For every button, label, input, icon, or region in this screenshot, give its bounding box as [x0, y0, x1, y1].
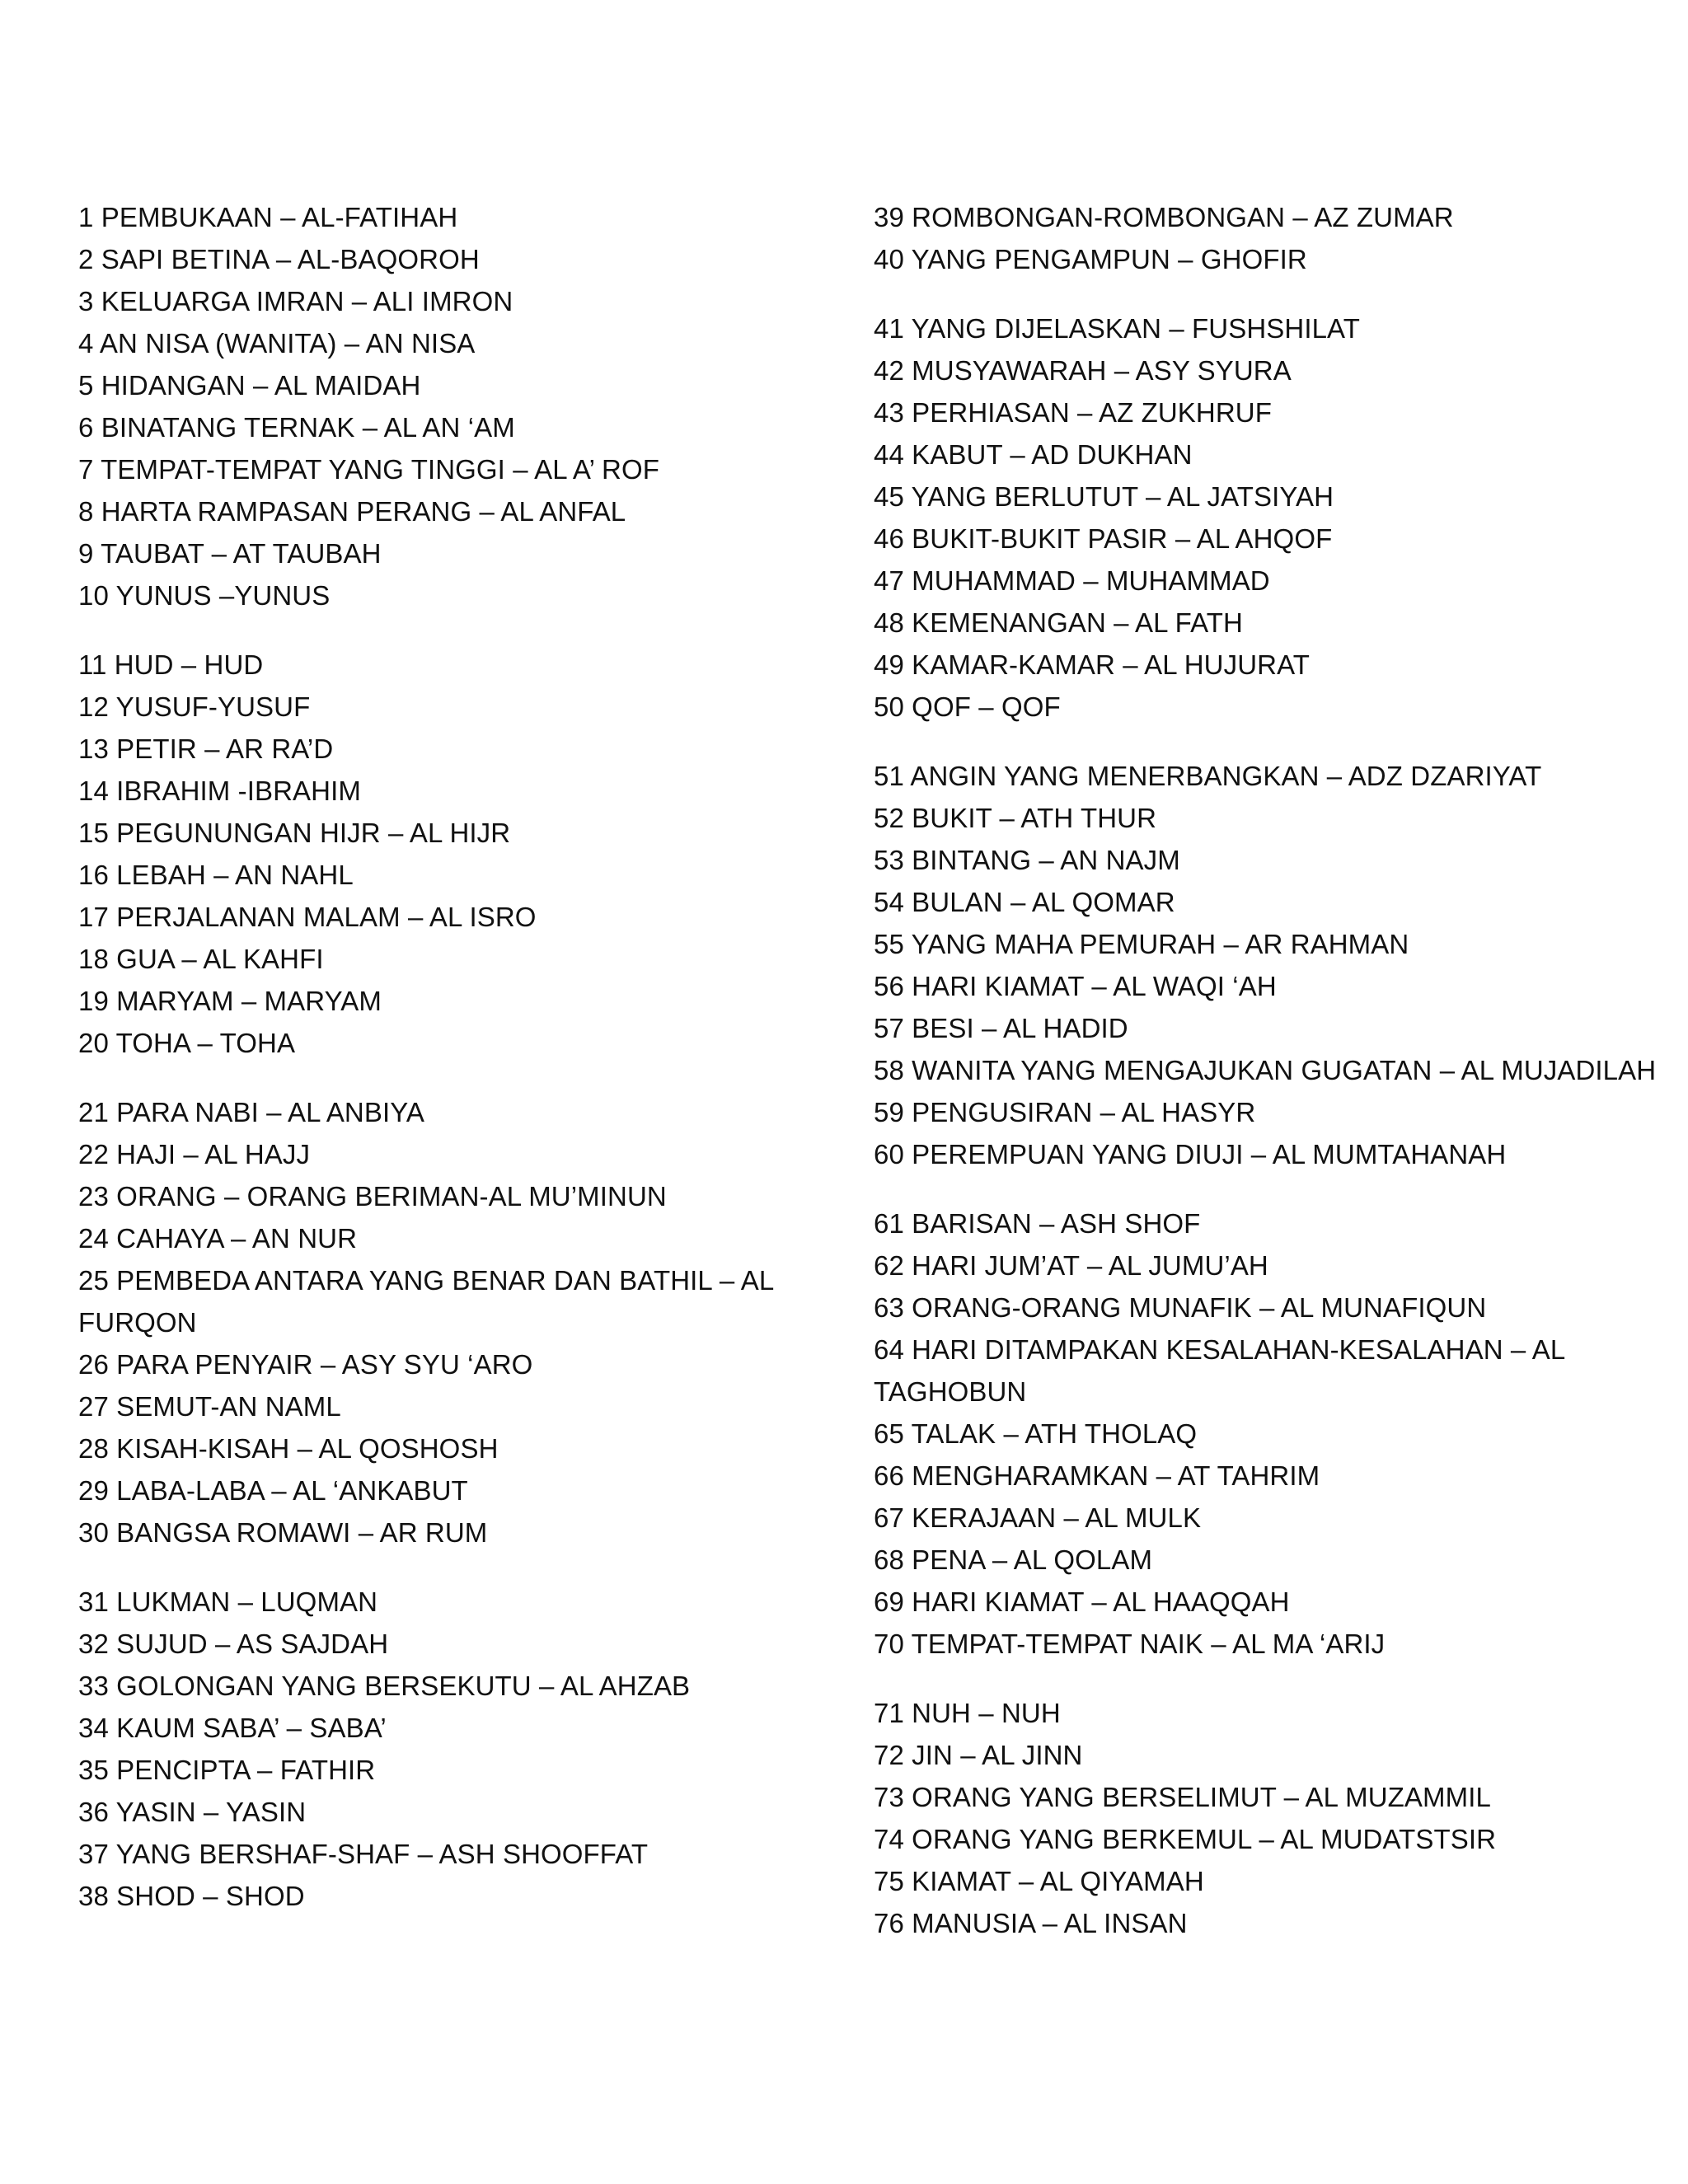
entry-group [78, 196, 804, 616]
surah-entry: 71 NUH – NUH [874, 1698, 1061, 1728]
surah-entry: 9 TAUBAT – AT TAUBAH [78, 538, 382, 569]
surah-entry: 53 BINTANG – AN NAJM [874, 845, 1180, 875]
surah-entry: 6 BINATANG TERNAK – AL AN ‘AM [78, 412, 515, 443]
surah-entry: 33 GOLONGAN YANG BERSEKUTU – AL AHZAB [78, 1671, 691, 1701]
left-column [78, 196, 804, 1944]
surah-entry: 41 YANG DIJELASKAN – FUSHSHILAT [874, 313, 1360, 344]
surah-entry: 7 TEMPAT-TEMPAT YANG TINGGI – AL A’ ROF [78, 454, 660, 485]
surah-entry: 70 TEMPAT-TEMPAT NAIK – AL MA ‘ARIJ [874, 1629, 1386, 1659]
surah-entry: 60 PEREMPUAN YANG DIUJI – AL MUMTAHANAH [874, 1139, 1507, 1169]
surah-entry: 26 PARA PENYAIR – ASY SYU ‘ARO [78, 1349, 533, 1380]
surah-entry: 4 AN NISA (WANITA) – AN NISA [78, 328, 476, 359]
right-column [874, 196, 1665, 1971]
surah-entry: 47 MUHAMMAD – MUHAMMAD [874, 565, 1270, 596]
surah-entry: 58 WANITA YANG MENGAJUKAN GUGATAN – AL MUJADILAH [874, 1055, 1657, 1085]
surah-entry: 36 YASIN – YASIN [78, 1797, 307, 1827]
surah-entry: 24 CAHAYA – AN NUR [78, 1223, 358, 1254]
surah-entry: 66 MENGHARAMKAN – AT TAHRIM [874, 1460, 1320, 1491]
surah-entry: 34 KAUM SABA’ – SABA’ [78, 1713, 387, 1743]
surah-entry: 18 GUA – AL KAHFI [78, 944, 324, 974]
surah-entry: 2 SAPI BETINA – AL-BAQOROH [78, 244, 480, 274]
surah-entry: 44 KABUT – AD DUKHAN [874, 439, 1193, 470]
surah-entry: 3 KELUARGA IMRAN – ALI IMRON [78, 286, 513, 316]
surah-entry: 14 IBRAHIM -IBRAHIM [78, 776, 361, 806]
surah-entry: 43 PERHIASAN – AZ ZUKHRUF [874, 397, 1272, 428]
surah-entry: 73 ORANG YANG BERSELIMUT – AL MUZAMMIL [874, 1782, 1491, 1812]
entry-group [874, 755, 1665, 1175]
surah-entry: 45 YANG BERLUTUT – AL JATSIYAH [874, 481, 1334, 512]
surah-entry: 56 HARI KIAMAT – AL WAQI ‘AH [874, 971, 1277, 1001]
surah-entry: 74 ORANG YANG BERKEMUL – AL MUDATSTSIR [874, 1824, 1497, 1854]
surah-entry: 61 BARISAN – ASH SHOF [874, 1208, 1201, 1239]
surah-entry: 16 LEBAH – AN NAHL [78, 860, 354, 890]
surah-entry: 72 JIN – AL JINN [874, 1740, 1083, 1770]
surah-entry: 76 MANUSIA – AL INSAN [874, 1908, 1188, 1938]
surah-entry: 32 SUJUD – AS SAJDAH [78, 1629, 389, 1659]
surah-entry: 35 PENCIPTA – FATHIR [78, 1755, 376, 1785]
surah-entry: 29 LABA-LABA – AL ‘ANKABUT [78, 1475, 468, 1506]
surah-entry: 62 HARI JUM’AT – AL JUMU’AH [874, 1250, 1268, 1281]
surah-entry: 5 HIDANGAN – AL MAIDAH [78, 370, 421, 401]
surah-entry: 49 KAMAR-KAMAR – AL HUJURAT [874, 649, 1310, 680]
surah-entry: 50 QOF – QOF [874, 691, 1061, 722]
surah-entry: 8 HARTA RAMPASAN PERANG – AL ANFAL [78, 496, 626, 527]
surah-entry: 1 PEMBUKAAN – AL-FATIHAH [78, 202, 458, 232]
entry-group [78, 1581, 804, 1917]
surah-entry: 30 BANGSA ROMAWI – AR RUM [78, 1517, 488, 1548]
surah-entry: 67 KERAJAAN – AL MULK [874, 1502, 1202, 1533]
surah-entry: 19 MARYAM – MARYAM [78, 986, 382, 1016]
surah-entry: 27 SEMUT-AN NAML [78, 1391, 341, 1422]
surah-entry: 15 PEGUNUNGAN HIJR – AL HIJR [78, 818, 511, 848]
surah-entry: 12 YUSUF-YUSUF [78, 691, 311, 722]
surah-entry: 63 ORANG-ORANG MUNAFIK – AL MUNAFIQUN [874, 1292, 1487, 1323]
surah-entry: 42 MUSYAWARAH – ASY SYURA [874, 355, 1292, 386]
surah-entry: 13 PETIR – AR RA’D [78, 733, 334, 764]
entry-group [874, 307, 1665, 728]
surah-entry: 25 PEMBEDA ANTARA YANG BENAR DAN BATHIL – AL FURQON [78, 1265, 774, 1338]
surah-entry: 20 TOHA – TOHA [78, 1028, 296, 1058]
surah-entry: 31 LUKMAN – LUQMAN [78, 1586, 378, 1617]
surah-entry: 21 PARA NABI – AL ANBIYA [78, 1097, 425, 1127]
surah-entry: 37 YANG BERSHAF-SHAF – ASH SHOOFFAT [78, 1839, 649, 1869]
entry-group [874, 196, 1665, 280]
surah-entry: 23 ORANG – ORANG BERIMAN-AL MU’MINUN [78, 1181, 667, 1212]
entry-group [874, 1692, 1665, 1944]
surah-entry: 68 PENA – AL QOLAM [874, 1544, 1153, 1575]
surah-entry: 52 BUKIT – ATH THUR [874, 803, 1157, 833]
surah-entry: 48 KEMENANGAN – AL FATH [874, 607, 1243, 638]
surah-entry: 17 PERJALANAN MALAM – AL ISRO [78, 902, 537, 932]
entry-group [78, 644, 804, 1064]
surah-entry: 65 TALAK – ATH THOLAQ [874, 1418, 1198, 1449]
surah-entry: 39 ROMBONGAN-ROMBONGAN – AZ ZUMAR [874, 202, 1454, 232]
surah-entry: 28 KISAH-KISAH – AL QOSHOSH [78, 1433, 499, 1464]
surah-entry: 11 HUD – HUD [78, 649, 264, 680]
surah-entry: 51 ANGIN YANG MENERBANGKAN – ADZ DZARIYAT [874, 761, 1542, 791]
surah-entry: 55 YANG MAHA PEMURAH – AR RAHMAN [874, 929, 1409, 959]
surah-entry: 22 HAJI – AL HAJJ [78, 1139, 311, 1169]
surah-entry: 38 SHOD – SHOD [78, 1881, 305, 1911]
entry-group [874, 1202, 1665, 1665]
surah-entry: 59 PENGUSIRAN – AL HASYR [874, 1097, 1256, 1127]
surah-entry: 40 YANG PENGAMPUN – GHOFIR [874, 244, 1307, 274]
surah-entry: 46 BUKIT-BUKIT PASIR – AL AHQOF [874, 523, 1333, 554]
surah-entry: 75 KIAMAT – AL QIYAMAH [874, 1866, 1204, 1896]
entry-group [78, 1091, 804, 1554]
surah-entry: 10 YUNUS –YUNUS [78, 580, 331, 611]
surah-entry: 64 HARI DITAMPAKAN KESALAHAN-KESALAHAN – AL TAGHOBUN [874, 1334, 1565, 1407]
surah-entry: 69 HARI KIAMAT – AL HAAQQAH [874, 1586, 1290, 1617]
surah-entry: 54 BULAN – AL QOMAR [874, 887, 1175, 917]
surah-entry: 57 BESI – AL HADID [874, 1013, 1128, 1043]
